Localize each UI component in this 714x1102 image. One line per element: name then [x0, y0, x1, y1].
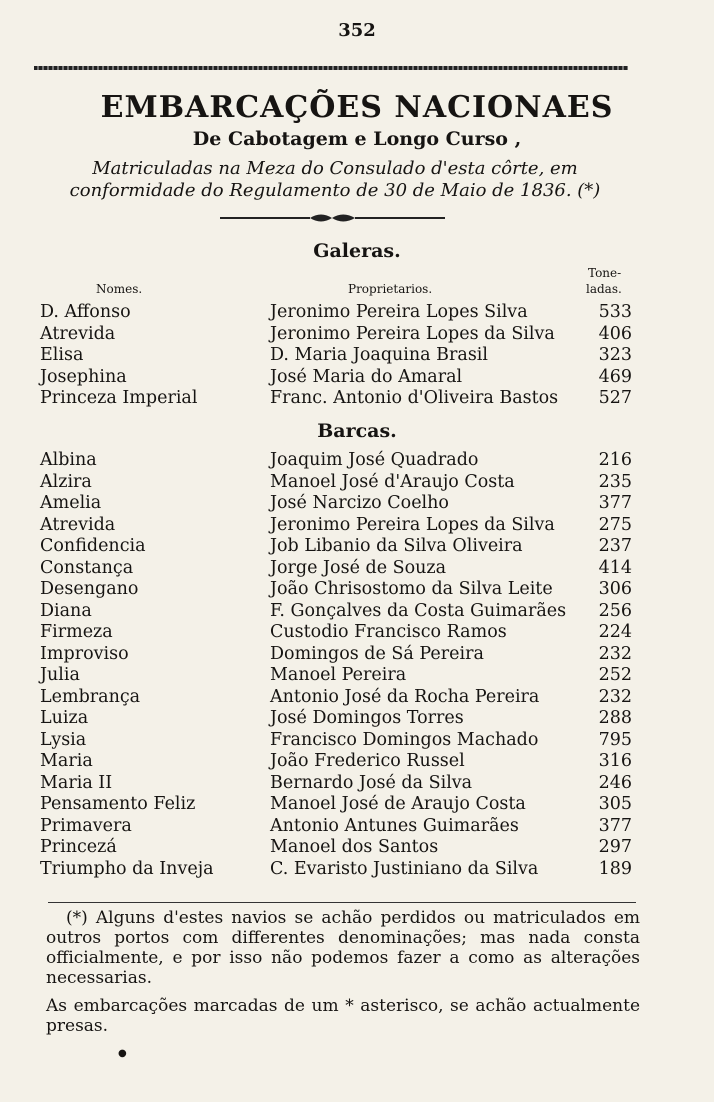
owner-name: João Frederico Russel	[270, 751, 465, 771]
ship-name: Princeza Imperial	[40, 388, 198, 408]
ship-name: Maria II	[40, 772, 113, 793]
tonnage: 795	[598, 729, 632, 750]
table-row	[40, 345, 632, 366]
tonnage: 246	[598, 772, 632, 793]
ship-name: Confidencia	[40, 536, 146, 556]
table-row	[40, 493, 632, 514]
header-tons-1: Tone-	[588, 266, 622, 280]
owner-name: Manoel dos Santos	[270, 837, 439, 857]
ship-name: Constança	[40, 557, 134, 578]
table-row	[40, 558, 632, 579]
owner-name: F. Gonçalves da Costa Guimarães	[270, 600, 567, 621]
tonnage: 377	[598, 493, 632, 513]
header-names: Nomes.	[96, 282, 143, 296]
table-row	[40, 708, 632, 729]
footnote-text: (*) Alguns d'estes navios se achão perdidos ou matriculados em outros portos com differentes denominações; mas nada consta officialmente, e por isso não podemos fazer a como as alterações necessarias.	[46, 908, 640, 988]
table-row	[40, 579, 632, 600]
header-tons-2: ladas.	[586, 282, 622, 296]
tonnage: 533	[598, 302, 632, 322]
tonnage: 377	[598, 815, 632, 836]
owner-name: Francisco Domingos Machado	[270, 729, 539, 750]
owner-name: Jeronimo Pereira Lopes Silva	[270, 302, 528, 322]
tonnage: 527	[598, 388, 632, 408]
owner-name: Custodio Francisco Ramos	[270, 622, 507, 642]
galeras-heading: Galeras.	[313, 240, 401, 262]
page-title: EMBARCAÇÕES NACIONAES	[100, 90, 614, 125]
owner-name: Franc. Antonio d'Oliveira Bastos	[270, 388, 559, 408]
tonnage: 469	[598, 366, 632, 387]
owner-name: Manoel Pereira	[270, 665, 407, 685]
ship-name: Pensamento Feliz	[40, 794, 196, 814]
table-row	[40, 773, 632, 794]
table-row	[40, 536, 632, 557]
tonnage: 189	[598, 858, 632, 879]
owner-name: Jorge José de Souza	[270, 557, 447, 578]
stray-mark: ●	[118, 1048, 127, 1059]
tonnage: 232	[598, 643, 632, 664]
tonnage: 316	[598, 751, 632, 771]
ship-name: Maria	[40, 751, 93, 771]
table-row	[40, 816, 632, 837]
owner-name: Bernardo José da Silva	[270, 772, 473, 793]
table-row	[40, 367, 632, 388]
ship-name: Triumpho da Inveja	[40, 858, 214, 879]
table-row	[40, 450, 632, 471]
ship-name: Princezá	[40, 837, 117, 857]
tonnage: 414	[598, 557, 632, 578]
ship-name: Alzira	[40, 471, 92, 492]
table-row	[40, 622, 632, 643]
ship-name: Improviso	[40, 643, 129, 664]
owner-name: Jeronimo Pereira Lopes da Silva	[270, 323, 555, 344]
owner-name: José Narcizo Coelho	[270, 493, 449, 513]
table-row	[40, 687, 632, 708]
tonnage: 256	[598, 600, 632, 621]
owner-name: José Maria do Amaral	[270, 366, 463, 387]
owner-name: Antonio Antunes Guimarães	[270, 815, 519, 836]
owner-name: Domingos de Sá Pereira	[270, 643, 484, 664]
ship-name: Amelia	[40, 493, 102, 513]
barcas-heading: Barcas.	[317, 420, 397, 442]
table-row	[40, 388, 632, 409]
owner-name: Antonio José da Rocha Pereira	[270, 686, 540, 707]
tonnage: 237	[598, 536, 632, 556]
ship-name: Atrevida	[40, 323, 116, 344]
owner-name: Jeronimo Pereira Lopes da Silva	[270, 514, 555, 535]
footnote-rule	[48, 902, 636, 903]
table-row	[40, 302, 632, 323]
table-row	[40, 665, 632, 686]
tonnage: 305	[598, 794, 632, 814]
tonnage: 224	[598, 622, 632, 642]
ship-name: D. Affonso	[40, 302, 131, 322]
header-owners: Proprietarios.	[348, 282, 433, 296]
owner-name: D. Maria Joaquina Brasil	[270, 345, 488, 365]
tonnage: 323	[598, 345, 632, 365]
tonnage: 306	[598, 579, 632, 599]
ship-name: Primavera	[40, 815, 132, 836]
owner-name: C. Evaristo Justiniano da Silva	[270, 858, 539, 879]
header-rule	[34, 66, 628, 70]
page-subtitle: De Cabotagem e Longo Curso ,	[192, 128, 522, 150]
ship-name: Josephina	[40, 366, 127, 387]
ornament-divider	[220, 212, 445, 224]
table-row	[40, 794, 632, 815]
ship-name: Luiza	[40, 708, 89, 728]
table-row	[40, 601, 632, 622]
tonnage: 216	[598, 450, 632, 470]
tonnage: 232	[598, 686, 632, 707]
owner-name: Manoel José d'Araujo Costa	[270, 471, 515, 492]
table-row	[40, 859, 632, 880]
owner-name: José Domingos Torres	[270, 708, 464, 728]
table-row	[40, 515, 632, 536]
tonnage: 275	[598, 514, 632, 535]
tonnage: 252	[598, 665, 632, 685]
tonnage: 406	[598, 323, 632, 344]
table-row	[40, 751, 632, 772]
table-row	[40, 837, 632, 858]
ship-name: Diana	[40, 600, 92, 621]
ship-name: Albina	[40, 450, 97, 470]
table-row	[40, 472, 632, 493]
ship-name: Lysia	[40, 729, 87, 750]
ship-name: Desengano	[40, 579, 139, 599]
table-row	[40, 324, 632, 345]
asterisk-note: As embarcações marcadas de um * asterisco, se achão actualmente presas.	[46, 996, 640, 1036]
ship-name: Julia	[40, 665, 80, 685]
table-row	[40, 730, 632, 751]
page-number: 352	[338, 20, 376, 41]
table-row	[40, 644, 632, 665]
ship-name: Lembrança	[40, 686, 141, 707]
tonnage: 297	[598, 837, 632, 857]
intro-text: Matriculadas na Meza do Consulado d'esta côrte, em conformidade do Regulamento de 30 de Maio de 1836. (*)	[69, 158, 601, 201]
ship-name: Atrevida	[40, 514, 116, 535]
tonnage: 288	[598, 708, 632, 728]
owner-name: Job Libanio da Silva Oliveira	[270, 536, 523, 556]
tonnage: 235	[598, 471, 632, 492]
owner-name: Manoel José de Araujo Costa	[270, 794, 526, 814]
ship-name: Elisa	[40, 345, 84, 365]
owner-name: João Chrisostomo da Silva Leite	[270, 579, 553, 599]
owner-name: Joaquim José Quadrado	[270, 450, 479, 470]
ship-name: Firmeza	[40, 622, 113, 642]
